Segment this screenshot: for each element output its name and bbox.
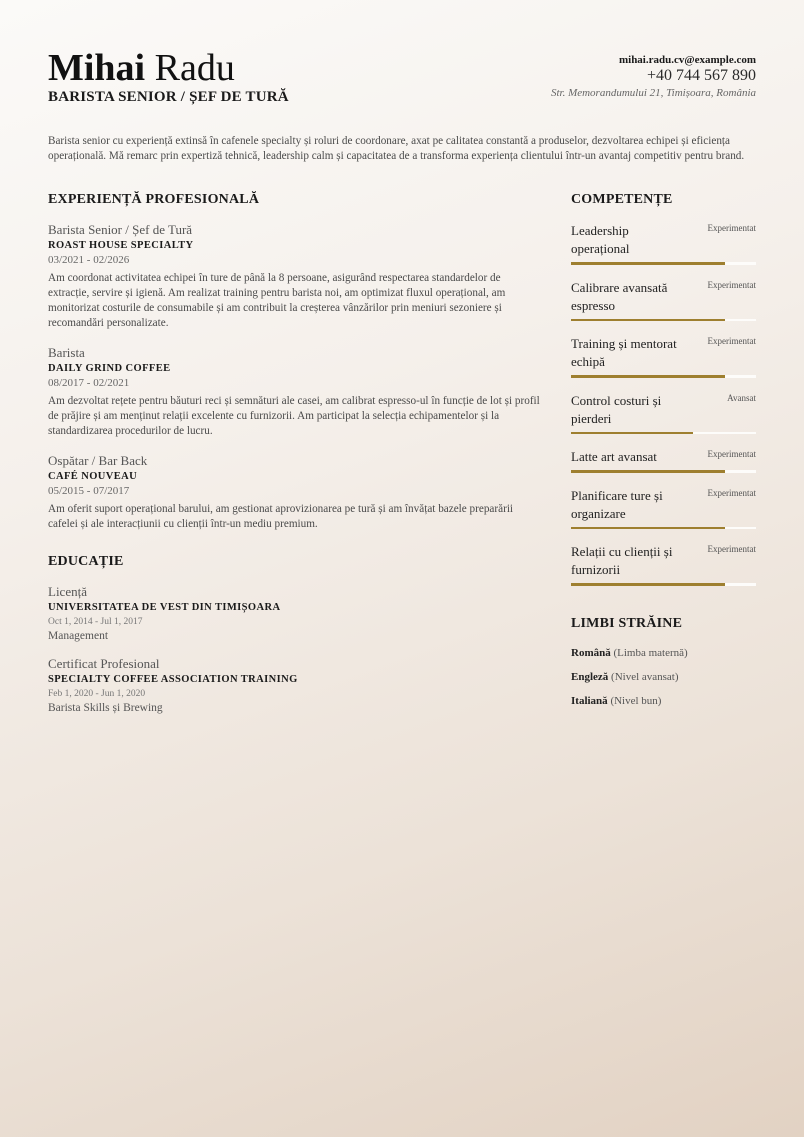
language-level: (Nivel bun) — [610, 694, 662, 707]
skill-bar-fill — [571, 583, 725, 586]
skill-name: Leadership operațional — [571, 223, 630, 256]
edu-field: Barista Skills și Brewing — [48, 702, 163, 714]
job-company: CAFÉ NOUVEAU — [48, 471, 138, 482]
skill-bar — [571, 319, 756, 322]
profile-summary: Barista senior cu experiență extinsă în cafenele specialty și roluri de coordonare, axat pe calitatea constantă a produselor, dezvoltarea echipei și eficiența operațională. Mă remarc prin expertiză tehnică, leadership calm și capacitatea de a transforma experiența clientului într-un avantaj competitiv pentru brand. — [48, 135, 745, 162]
skill-level: Avansat — [727, 392, 756, 403]
skill-item — [571, 448, 756, 473]
skill-item — [571, 279, 756, 322]
job-dates: 05/2015 - 07/2017 — [48, 485, 130, 497]
skill-bar-fill — [571, 262, 725, 265]
skill-name: Training și mentorat echipă — [571, 336, 677, 369]
edu-dates: Feb 1, 2020 - Jun 1, 2020 — [48, 689, 146, 699]
job-role: Barista Senior / Șef de Tură — [48, 222, 193, 237]
job-role: Ospătar / Bar Back — [48, 453, 148, 468]
education-section — [48, 554, 543, 716]
experience-heading: EXPERIENȚĂ PROFESIONALĂ — [48, 192, 260, 207]
skill-bar — [571, 432, 756, 435]
job-role: Barista — [48, 345, 85, 360]
edu-dates: Oct 1, 2014 - Jul 1, 2017 — [48, 617, 143, 627]
skill-item — [571, 487, 756, 530]
skill-bar — [571, 470, 756, 473]
job-company: DAILY GRIND COFFEE — [48, 363, 171, 374]
skill-level: Experimentat — [707, 336, 756, 346]
job-description: Am coordonat activitatea echipei în ture de până la 8 persoane, asigurând respectarea standardelor de extracție, servire și igienă. Am realizat training pentru barista noi, am optimizat fluxul operațional, am monitorizat costurile de consumabile și am contribuit la creșterea vânzărilor prin meniuri sezoniere și recomandări personalizate. — [48, 272, 506, 329]
edu-school: UNIVERSITATEA DE VEST DIN TIMIȘOARA — [48, 602, 281, 613]
job-entry — [48, 453, 543, 532]
skill-bar-fill — [571, 470, 725, 473]
skill-name: Relații cu clienții și furnizorii — [571, 544, 673, 577]
skill-name: Calibrare avansată espresso — [571, 279, 668, 313]
job-company: ROAST HOUSE SPECIALTY — [48, 240, 194, 251]
skill-bar-fill — [571, 432, 693, 435]
skill-item — [571, 335, 756, 378]
education-heading: EDUCAȚIE — [48, 554, 124, 569]
language-level: (Limba maternă) — [613, 646, 688, 659]
skill-level: Experimentat — [707, 449, 756, 459]
skill-bar-fill — [571, 319, 725, 322]
main-column — [48, 192, 543, 728]
skill-bar — [571, 527, 756, 530]
job-entry — [48, 345, 543, 439]
job-description: Am dezvoltat rețete pentru băuturi reci și semnături ale casei, am calibrat espresso-ul în funcție de lot și profil de prăjire și am menținut relații excelente cu furnizorii. Am participat la selecția echipamentelor și la standardizarea procedurilor de lucru. — [48, 395, 540, 437]
job-title: BARISTA SENIOR / ȘEF DE TURĂ — [48, 89, 289, 105]
contact-block — [551, 54, 756, 99]
skill-level: Experimentat — [707, 544, 756, 554]
language-item — [571, 646, 756, 660]
skill-item — [571, 222, 756, 265]
skills-heading: COMPETENȚE — [571, 192, 673, 207]
content-columns — [48, 192, 756, 728]
job-description: Am oferit suport operațional barului, am gestionat aprovizionarea pe tură și am învățat bazele preparării cafelei și ale interacțiunii cu clienții într-un mediu premium. — [48, 503, 514, 530]
job-dates: 03/2021 - 02/2026 — [48, 254, 130, 266]
education-entry — [48, 584, 543, 644]
skill-bar-fill — [571, 527, 725, 530]
skill-name: Latte art avansat — [571, 449, 657, 464]
skill-level: Experimentat — [707, 223, 756, 233]
sidebar-column — [571, 192, 756, 728]
job-dates: 08/2017 - 02/2021 — [48, 377, 130, 389]
edu-degree: Certificat Profesional — [48, 656, 160, 671]
skill-bar — [571, 583, 756, 586]
language-item — [571, 670, 756, 684]
skill-bar-fill — [571, 375, 725, 378]
skill-item — [571, 392, 756, 435]
email[interactable]: mihai.radu.cv@example.com — [618, 54, 756, 66]
language-name: Engleză — [571, 670, 609, 683]
edu-field: Management — [48, 630, 109, 642]
languages-heading: LIMBI STRĂINE — [571, 615, 683, 631]
languages-section — [571, 616, 756, 708]
language-name: Română — [571, 646, 611, 659]
first-name: Mihai — [48, 47, 146, 89]
edu-school: SPECIALTY COFFEE ASSOCIATION TRAINING — [48, 674, 298, 685]
skill-bar — [571, 262, 756, 265]
last-name: Radu — [154, 47, 235, 89]
skills-section — [571, 192, 756, 586]
education-entry — [48, 656, 543, 716]
skill-bar — [571, 375, 756, 378]
skill-name: Planificare ture și organizare — [571, 487, 663, 521]
language-level: (Nivel avansat) — [611, 670, 679, 683]
skill-level: Experimentat — [707, 279, 756, 290]
resume-header — [48, 44, 756, 106]
edu-degree: Licență — [48, 584, 87, 599]
job-entry — [48, 222, 543, 331]
skill-item — [571, 543, 756, 586]
phone[interactable]: +40 744 567 890 — [646, 67, 756, 84]
resume-page — [48, 44, 756, 728]
skill-name: Control costuri și pierderi — [571, 392, 662, 426]
language-name: Italiană — [571, 694, 608, 707]
full-name — [48, 48, 289, 88]
skill-level: Experimentat — [707, 487, 756, 498]
identity-block — [48, 44, 289, 106]
address: Str. Memorandumului 21, Timișoara, România — [550, 87, 756, 99]
experience-section — [48, 192, 543, 532]
language-item — [571, 694, 756, 708]
